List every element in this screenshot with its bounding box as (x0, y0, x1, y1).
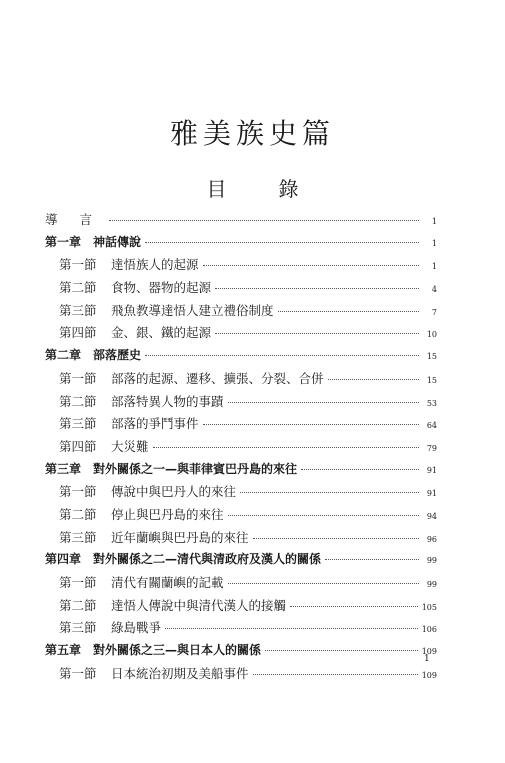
toc-entry-title: 綠島戰爭 (111, 620, 162, 636)
toc-entry-label: 第三節 (59, 302, 97, 318)
toc-entry-title: 對外關係之二—清代與清政府及漢人的關係 (93, 552, 322, 567)
toc-entry-label: 第二節 (59, 393, 97, 409)
toc-section-row (45, 255, 437, 278)
toc-entry-page: 1 (431, 217, 437, 226)
toc-entry-label: 第二節 (59, 597, 97, 613)
toc-entry-title: 部落歷史 (93, 348, 142, 363)
toc-entry-title: 對外關係之一—與菲律賓巴丹島的來往 (93, 461, 298, 476)
toc-entry-page: 99 (426, 580, 437, 589)
toc-section-row (45, 528, 437, 551)
toc-entry-title: 神話傳說 (93, 234, 142, 249)
dot-leader (153, 447, 419, 448)
toc-entry-page: 64 (426, 421, 437, 431)
dot-leader (203, 424, 419, 425)
toc-entry-label: 第一節 (59, 575, 97, 590)
toc-entry-page: 10 (426, 330, 437, 340)
toc-entry-page: 1 (431, 238, 437, 248)
toc-entry-title: 部落的爭鬥事件 (111, 416, 199, 432)
dot-leader (253, 538, 419, 539)
toc-entry-label: 第四節 (59, 438, 97, 454)
toc-section-row (45, 414, 437, 437)
toc-section-row (45, 437, 437, 460)
toc-entry-label: 第一節 (59, 257, 97, 273)
table-of-contents (45, 210, 437, 686)
dot-leader (240, 492, 419, 493)
toc-entry-label: 第一節 (59, 370, 97, 386)
toc-entry-page: 91 (426, 465, 437, 475)
toc-entry-page: 7 (431, 307, 437, 317)
toc-entry-page: 53 (426, 398, 437, 408)
toc-entry-label (45, 210, 105, 228)
toc-entry-page: 15 (426, 352, 437, 362)
dot-leader (228, 402, 419, 403)
toc-entry-title: 部落特異人物的事蹟 (111, 393, 224, 409)
toc-chapter-row (45, 346, 437, 369)
dot-leader (145, 242, 419, 243)
toc-entry-title: 日本統治初期及美船事件 (111, 665, 249, 681)
toc-chapter-row (45, 550, 437, 573)
toc-heading-right: 錄 (278, 177, 299, 201)
toc-entry-label: 第二節 (59, 506, 97, 522)
toc-entry-page: 109 (421, 647, 437, 657)
toc-section-row (45, 618, 437, 641)
dot-leader (253, 674, 418, 675)
toc-entry-label: 第二章 (45, 348, 82, 363)
toc-entry-title: 對外關係之三—與日本人的關係 (93, 643, 262, 658)
dot-leader (265, 650, 418, 651)
toc-entry-label: 第四章 (45, 552, 82, 567)
dot-leader (328, 379, 419, 380)
toc-chapter-row (45, 233, 437, 256)
toc-entry-title: 食物、器物的起源 (111, 280, 212, 296)
toc-entry-page: 94 (426, 511, 437, 521)
toc-entry-label: 第一節 (59, 484, 97, 500)
page-number: 1 (424, 654, 430, 664)
toc-heading (0, 173, 505, 202)
toc-entry-title: 清代有關蘭嶼的記載 (111, 575, 224, 590)
toc-entry-title: 飛魚教導達悟人建立禮俗制度 (111, 302, 274, 318)
toc-section-row (45, 596, 437, 619)
toc-heading-left: 目 (206, 177, 227, 201)
toc-intro-char-2: 言 (79, 212, 93, 227)
dot-leader (165, 628, 418, 629)
toc-entry-label: 第四節 (59, 325, 97, 341)
toc-section-row (45, 392, 437, 415)
dot-leader (109, 220, 419, 221)
toc-entry-label: 第五章 (45, 643, 82, 658)
toc-entry-page: 91 (426, 489, 437, 499)
toc-entry-label: 第一節 (59, 665, 97, 681)
dot-leader (215, 333, 419, 334)
dot-leader (203, 265, 419, 266)
toc-entry-page: 79 (426, 443, 437, 453)
toc-entry-page: 106 (421, 625, 437, 635)
toc-entry-page: 105 (421, 602, 437, 612)
dot-leader (215, 288, 419, 289)
toc-section-row (45, 278, 437, 301)
toc-entry-label: 第三章 (45, 461, 82, 476)
toc-entry-label: 第一章 (45, 234, 82, 249)
toc-section-row (45, 482, 437, 505)
dot-leader (325, 559, 419, 560)
dot-leader (301, 469, 419, 470)
toc-chapter-row (45, 641, 437, 664)
toc-entry-title: 達悟人傳說中與清代漢人的接觸 (111, 597, 287, 613)
toc-entry-page: 4 (431, 285, 437, 295)
dot-leader (278, 311, 419, 312)
toc-entry-page: 109 (421, 670, 437, 680)
toc-entry-title: 近年蘭嶼與巴丹島的來往 (111, 529, 249, 545)
toc-entry-label: 第三節 (59, 620, 97, 636)
dot-leader (145, 355, 419, 356)
toc-entry-title: 金、銀、鐵的起源 (111, 325, 212, 341)
toc-entry-title: 大災難 (111, 438, 149, 454)
toc-entry-title: 達悟族人的起源 (111, 257, 199, 273)
toc-entry-page: 1 (431, 262, 437, 272)
toc-entry-label: 第三節 (59, 416, 97, 432)
toc-section-row (45, 664, 437, 687)
toc-entry-page: 99 (426, 556, 437, 566)
toc-entry-page: 15 (426, 375, 437, 385)
page-title: 雅美族史篇 (169, 117, 335, 150)
toc-entry-title: 部落的起源、遷移、擴張、分裂、合併 (111, 370, 324, 386)
toc-entry-label: 第二節 (59, 280, 97, 296)
toc-intro-char-1: 導 (45, 212, 58, 227)
toc-entry-title: 傳說中與巴丹人的來往 (111, 484, 237, 500)
dot-leader (228, 583, 419, 584)
toc-section-row (45, 323, 437, 346)
toc-section-row (45, 505, 437, 528)
toc-entry-page: 96 (426, 534, 437, 544)
toc-chapter-row (45, 460, 437, 483)
toc-section-row (45, 573, 437, 596)
toc-entry-label: 第三節 (59, 529, 97, 545)
dot-leader (290, 606, 418, 607)
toc-section-row (45, 301, 437, 324)
toc-entry-title: 停止與巴丹島的來往 (111, 506, 224, 522)
toc-section-row (45, 369, 437, 392)
dot-leader (228, 515, 419, 516)
toc-intro-row (45, 210, 437, 233)
